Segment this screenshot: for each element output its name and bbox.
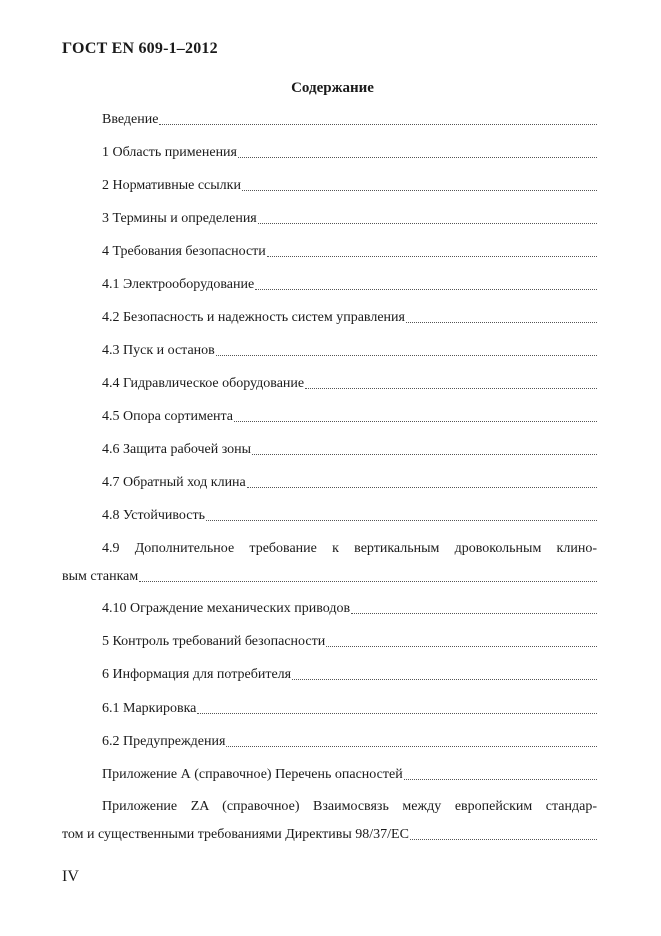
dot-leader <box>410 839 597 840</box>
dot-leader <box>252 454 597 455</box>
dot-leader <box>206 520 597 521</box>
toc-entry-label: 4.2 Безопасность и надежность систем управления <box>102 310 405 325</box>
toc-entry-label: 4.4 Гидравлическое оборудование <box>102 376 305 391</box>
toc-entry-label: 4.7 Обратный ход клина <box>102 475 246 490</box>
toc-entry-label: 5 Контроль требований безопасности <box>102 634 326 649</box>
toc-entry <box>62 210 597 228</box>
dot-leader <box>258 223 597 224</box>
toc-entry-multiline <box>62 798 597 844</box>
toc-entry <box>62 309 597 327</box>
toc-entry-multiline <box>62 540 597 586</box>
dot-leader <box>226 746 597 747</box>
dot-leader <box>292 679 597 680</box>
toc-entry-label: 4.8 Устойчивость <box>102 508 205 523</box>
toc-entry-label: Введение <box>102 112 159 127</box>
toc-entry <box>62 700 597 718</box>
dot-leader <box>255 289 597 290</box>
toc-entry-label: 4.6 Защита рабочей зоны <box>102 442 252 457</box>
toc-entry <box>62 633 597 651</box>
toc-entry-label: 3 Термины и определения <box>102 211 257 226</box>
toc-entry <box>62 733 597 751</box>
dot-leader <box>406 322 597 323</box>
dot-leader <box>197 713 597 714</box>
toc-entry <box>62 144 597 162</box>
dot-leader <box>247 487 597 488</box>
toc-entry <box>62 441 597 459</box>
toc-entry <box>62 474 597 492</box>
document-standard-header: ГОСТ EN 609-1–2012 <box>62 40 218 57</box>
dot-leader <box>238 157 597 158</box>
toc-entry-label: 2 Нормативные ссылки <box>102 178 241 193</box>
toc-entry <box>62 600 597 618</box>
dot-leader <box>267 256 597 257</box>
toc-entry-label: 6.2 Предупреждения <box>102 734 226 749</box>
toc-entry <box>62 111 597 129</box>
toc-entry <box>62 276 597 294</box>
toc-entry <box>62 507 597 525</box>
dot-leader <box>351 613 597 614</box>
toc-entry <box>62 766 597 784</box>
toc-entry-label: 4.9 Дополнительное требование к вертикальным дровокольным клино- <box>102 541 597 556</box>
toc-entry-label-continued: вым станкам <box>62 569 139 584</box>
toc-entry <box>62 666 597 684</box>
toc-entry-label: 1 Область применения <box>102 145 237 160</box>
toc-entry-label: 4.1 Электрооборудование <box>102 277 255 292</box>
toc-entry-label: 4.5 Опора сортимента <box>102 409 234 424</box>
toc-entry-label: Приложение ZA (справочное) Взаимосвязь между европейским стандар- <box>102 799 597 814</box>
toc-entry-label: Приложение А (справочное) Перечень опасностей <box>102 767 403 782</box>
dot-leader <box>305 388 597 389</box>
dot-leader <box>242 190 597 191</box>
toc-entry-label: 4.10 Ограждение механических приводов <box>102 601 351 616</box>
toc-entry <box>62 177 597 195</box>
toc-entry-label: 4 Требования безопасности <box>102 244 266 259</box>
toc-entry-label: 6.1 Маркировка <box>102 701 197 716</box>
toc-entry-label: 6 Информация для потребителя <box>102 667 292 682</box>
toc-entry-label: 4.3 Пуск и останов <box>102 343 215 358</box>
dot-leader <box>326 646 597 647</box>
dot-leader <box>159 124 597 125</box>
dot-leader <box>404 779 597 780</box>
toc-entry <box>62 243 597 261</box>
dot-leader <box>234 421 597 422</box>
dot-leader <box>216 355 597 356</box>
toc-entry-label-continued: том и существенными требованиями Директивы 98/37/ЕС <box>62 827 409 842</box>
toc-entry <box>62 375 597 393</box>
page-number: IV <box>62 868 79 885</box>
dot-leader <box>139 581 597 582</box>
toc-entry <box>62 408 597 426</box>
toc-entry <box>62 342 597 360</box>
page-title: Содержание <box>291 80 374 96</box>
